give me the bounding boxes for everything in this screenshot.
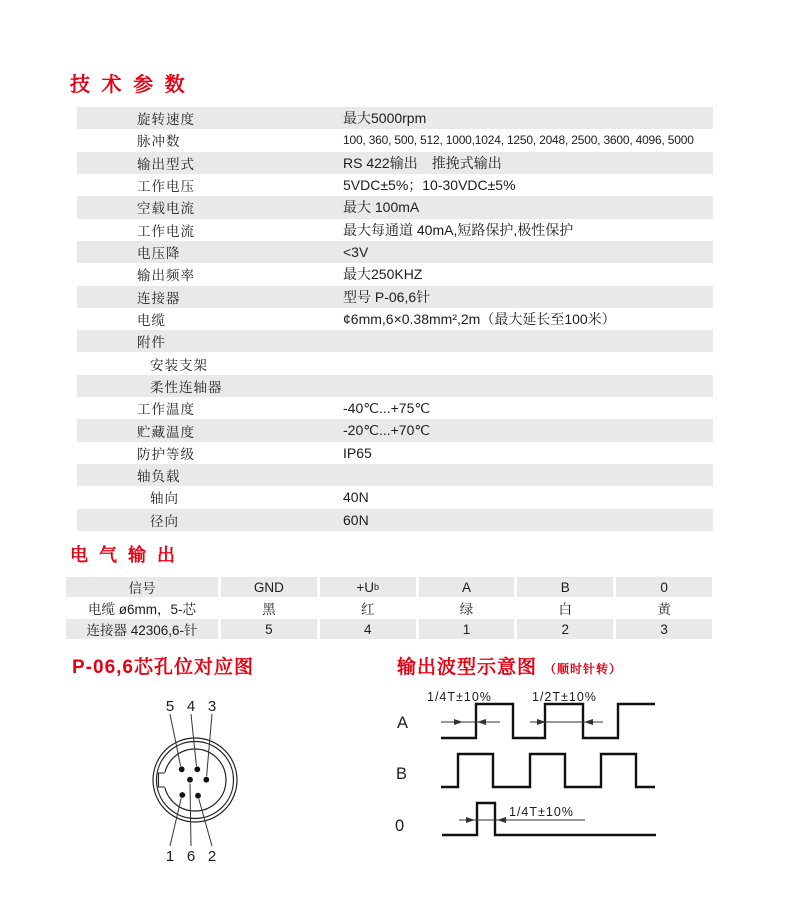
table-row (77, 352, 713, 374)
spec-label: 工作电流 (137, 223, 195, 239)
cable-label: 电缆 ø6mm，5-芯 (88, 602, 196, 617)
table-row (77, 129, 713, 151)
connector-gnd: 5 (221, 619, 317, 639)
spec-label: 连接器 (137, 290, 181, 306)
spec-label: 防护等级 (137, 446, 195, 462)
spec-value: 最大每通道 40mA,短路保护,极性保护 (343, 221, 574, 238)
spec-label: 工作温度 (137, 402, 195, 418)
spec-value: <3V (343, 244, 369, 261)
ub-header: +U b (320, 577, 416, 597)
spec-value: 型号 P-06,6针 (343, 288, 431, 305)
table-row (77, 486, 713, 508)
connector-label: 连接器 42306,6-针 (66, 619, 218, 639)
spec-value: ¢6mm,6×0.38mm²,2m（最大延长至100米） (343, 310, 616, 327)
table-row (77, 375, 713, 397)
spec-label: 贮藏温度 (137, 424, 195, 440)
waveform-a (441, 704, 655, 738)
pin-label-4: 4 (186, 698, 196, 715)
channel-0-label: 0 (395, 817, 405, 835)
spec-label: 安装支架 (150, 357, 208, 373)
table-row (77, 330, 713, 352)
spec-label: 旋转速度 (137, 112, 195, 128)
cable-zero: 黄 (657, 602, 671, 617)
spec-label: 柔性连轴器 (150, 379, 223, 395)
cable-ub: 红 (360, 602, 375, 617)
connector-a: 1 (419, 619, 515, 639)
table-row (77, 152, 713, 174)
pin-1-dot (179, 792, 185, 798)
pin-6-dot (187, 777, 193, 783)
spec-value: -20℃...+70℃ (343, 422, 431, 439)
connector-zero: 3 (616, 619, 712, 639)
half-period-label: 1/2T±10% (532, 690, 597, 704)
spec-value: 40N (343, 489, 369, 506)
pin-4-dot (194, 766, 200, 772)
pinout-diagram-title: P-06,6芯孔位对应图 (72, 657, 254, 678)
spec-value: 最大250KHZ (343, 266, 423, 283)
spec-label: 轴负载 (137, 469, 181, 485)
table-row (77, 107, 713, 129)
arrow-right-icon (454, 719, 463, 725)
spec-value: -40℃...+75℃ (343, 399, 431, 416)
table-row (77, 442, 713, 464)
spec-label: 输出型式 (137, 156, 195, 172)
output-waveform-diagram (390, 690, 762, 845)
cable-b: 白 (558, 602, 573, 617)
quarter-period-label: 1/4T±10% (427, 690, 492, 704)
table-row (77, 174, 713, 196)
tech-params-table (77, 107, 713, 531)
pin-label-3: 3 (207, 698, 217, 715)
table-row (77, 464, 713, 486)
connector-ub: 4 (320, 619, 416, 639)
b-header: B (517, 577, 613, 597)
pin-3-dot (203, 777, 209, 783)
arrow-left-icon (584, 719, 593, 725)
keyway-mask (159, 772, 166, 787)
channel-a-label: A (397, 714, 409, 732)
spec-label: 输出频率 (137, 268, 195, 284)
connector-b: 2 (517, 619, 613, 639)
spec-label: 附件 (137, 335, 166, 351)
connector-row (66, 619, 712, 639)
spec-value: IP65 (343, 444, 372, 461)
table-row (77, 286, 713, 308)
channel-labels (395, 714, 408, 835)
gnd-header: GND (221, 577, 317, 597)
spec-value: 最大5000rpm (343, 110, 427, 127)
tech-params-title: 技 术 参 数 (70, 74, 188, 96)
spec-label: 电缆 (137, 312, 166, 328)
table-row (77, 397, 713, 419)
waveform-title-note: （顺时针转） (544, 662, 623, 676)
channel-b-label: B (396, 765, 408, 783)
spec-label: 空载电流 (137, 201, 195, 217)
arrow-left-icon (477, 719, 486, 725)
connector-pins (179, 766, 209, 798)
table-header-row (66, 577, 712, 597)
pin-label-1: 1 (165, 848, 175, 865)
spec-value: 60N (343, 511, 369, 528)
pin-2-dot (195, 793, 201, 799)
zero-pulse-width-label: 1/4T±10% (509, 805, 574, 819)
table-row (77, 509, 713, 531)
cable-a: 绿 (459, 602, 474, 617)
table-row (77, 308, 713, 330)
table-row (77, 196, 713, 218)
pin-label-2: 2 (207, 848, 217, 865)
spec-label: 工作电压 (137, 179, 195, 195)
ub-main: +U (356, 579, 374, 595)
spec-label: 轴向 (150, 491, 179, 507)
pin-5-dot (179, 766, 185, 772)
a-header: A (419, 577, 515, 597)
pin-label-6: 6 (186, 848, 196, 865)
arrow-left-icon (497, 817, 506, 823)
spec-value: 最大 100mA (343, 199, 420, 216)
waveform-title-main: 输出波型示意图 (397, 657, 538, 678)
table-row (77, 419, 713, 441)
spec-value: 5VDC±5%；10-30VDC±5% (343, 177, 516, 194)
electrical-output-table (66, 577, 712, 639)
electrical-output-title: 电 气 输 出 (70, 545, 179, 565)
table-row (77, 241, 713, 263)
connector-pinout-diagram (128, 690, 272, 870)
table-row (77, 219, 713, 241)
cable-row (66, 598, 712, 618)
waveform-diagram-title (397, 656, 622, 681)
spec-value: RS 422输出 推挽式输出 (343, 154, 502, 171)
spec-label: 径向 (150, 513, 179, 529)
waveform-b (441, 754, 655, 787)
pin-label-5: 5 (165, 698, 175, 715)
table-row (77, 263, 713, 285)
spec-label: 电压降 (137, 246, 181, 262)
spec-value: 100, 360, 500, 512, 1000,1024, 1250, 2048, 2500, 3600, 4096, 5000 (343, 133, 694, 148)
arrow-right-icon (466, 817, 475, 823)
signal-header: 信号 (66, 577, 218, 597)
cable-gnd: 黑 (262, 602, 276, 617)
spec-label: 脉冲数 (137, 134, 181, 150)
zero-header: 0 (616, 577, 712, 597)
